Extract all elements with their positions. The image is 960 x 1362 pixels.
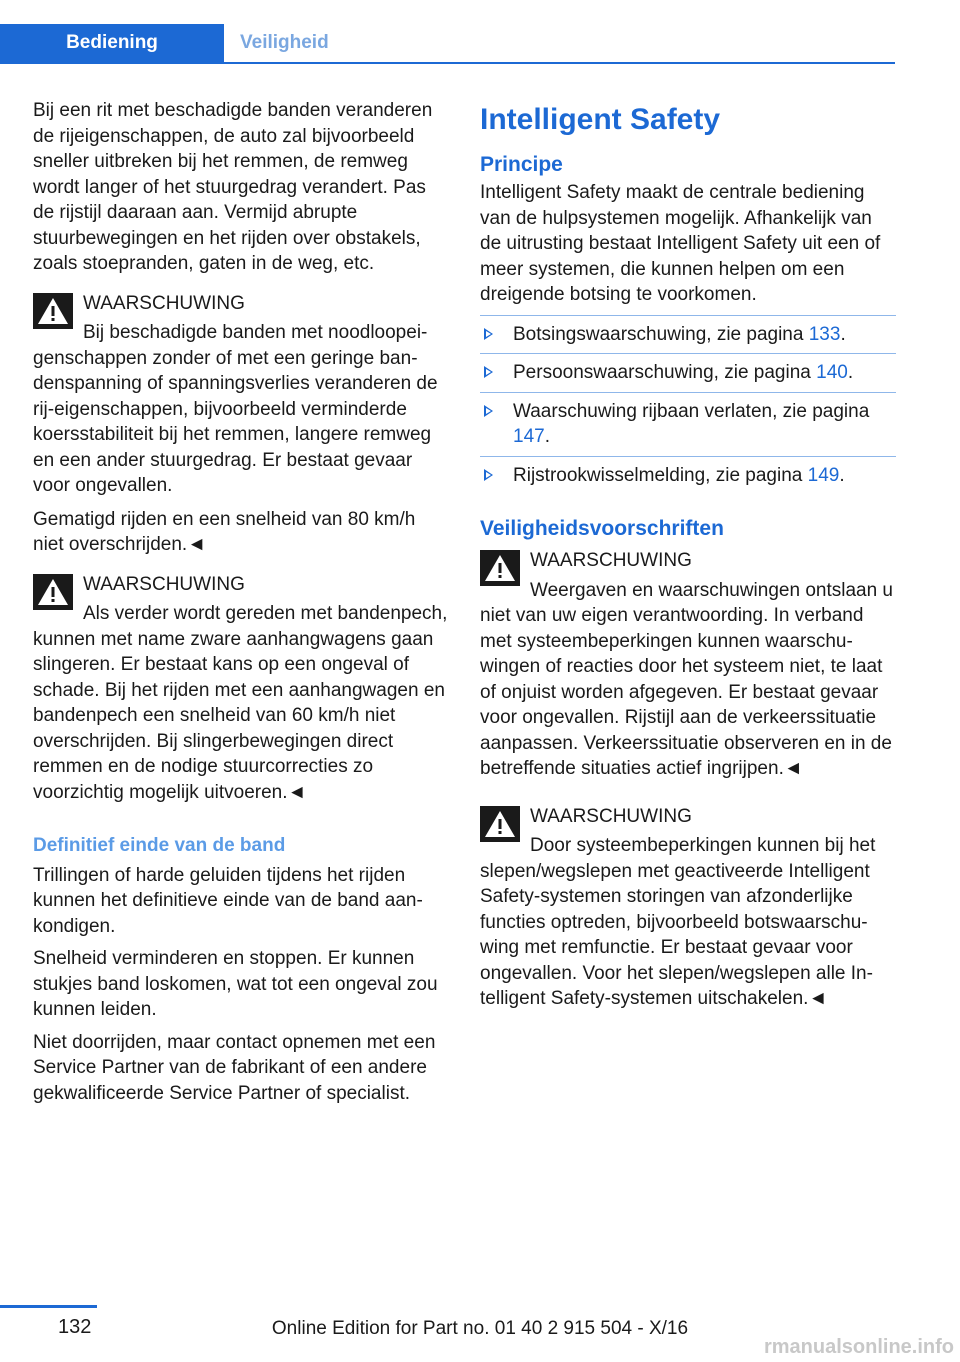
page-link[interactable]: 149 (807, 464, 840, 486)
warning-title: WAARSCHUWING (530, 805, 692, 827)
triangle-bullet-icon (484, 405, 493, 417)
triangle-bullet-icon (484, 469, 493, 481)
footer-rule (0, 1305, 97, 1308)
warning-body: Bij beschadigde banden met noodloopeigenschappen zonder of met een geringe bandenspanning of spanningsverlies veranderen de rij-eigenschappen, bijvoorbeeld verminderde koersstabiliteit bij het remmen, langere remweg en een ander stuurgedrag. Er bestaat gevaar voor ongevallen. (33, 322, 438, 496)
warning-block-1 (33, 291, 448, 499)
warning-triangle-icon (480, 806, 520, 842)
principe-heading: Principe (480, 153, 563, 176)
warning-followup: Gematigd rijden en een snelheid van 80 km/h niet overschrijden.◄ (33, 508, 416, 555)
warning-title: WAARSCHUWING (83, 292, 245, 314)
triangle-bullet-icon (484, 366, 493, 378)
paragraph: Trillingen of harde geluiden tijdens het rijden kunnen het definitieve einde van de band aankondigen. (33, 864, 423, 937)
warning-triangle-icon (33, 574, 73, 610)
left-column (33, 98, 448, 1113)
system-list (480, 315, 896, 495)
warning-triangle-icon (33, 293, 73, 329)
intro-paragraph: Bij een rit met beschadigde banden veranderen de rijeigenschappen, de auto zal bijvoorbeeld sneller uitbreken bij het remmen, de remweg wordt langer of het stuurgedrag verandert. Pas de rijstijl daaraan aan. Vermijd abrupte stuurbewegingen en het rijden over obstakels, zoals stoepranden, gaten in de weg, etc. (33, 100, 433, 274)
list-item: Waarschuwing rijbaan verlaten, zie pagina 147. (480, 392, 896, 456)
paragraph: Niet doorrijden, maar contact opnemen met een Service Partner van de fabrikant of een andere gekwalificeerde Service Partner of specialist. (33, 1031, 436, 1104)
subheading-band: Definitief einde van de band (33, 835, 286, 856)
triangle-bullet-icon (484, 328, 493, 340)
right-column (480, 98, 896, 1020)
edition-line: Online Edition for Part no. 01 40 2 915 504 - X/16 (271, 1318, 689, 1339)
section-title: Intelligent Safety (480, 103, 721, 136)
warning-body: Als verder wordt gereden met bandenpech, kunnen met name zware aanhangwagens gaan slingeren. Er bestaat kans op een ongeval of schade. Bij het rijden met een aanhangwagen en bandenpech een snelheid van 60 km/h niet overschrijden. Bij slingerbewegingen direct remmen en de nodige stuurcorrecties zo voorzichtig mogelijk uitvoeren.◄ (33, 603, 448, 803)
warning-body: Weergaven en waarschuwingen ontslaan u niet van uw eigen verantwoording. In verband met systeembeperkingen kunnen waarschuwingen of reacties door het systeem niet, te laat of onjuist worden afgegeven. Er bestaat gevaar voor ongevallen. Rijstijl aan de verkeerssituatie aanpassen. Verkeerssituatie observeren en in de betreffende situaties actief ingrijpen.◄ (480, 579, 893, 779)
warning-block-3 (480, 548, 896, 782)
page-link[interactable]: 133 (808, 323, 841, 345)
warning-block-4 (480, 804, 896, 1012)
paragraph: Snelheid verminderen en stoppen. Er kunnen stukjes band loskomen, wat tot een ongeval zou kunnen leiden. (33, 948, 438, 1020)
list-item: Botsingswaarschuwing, zie pagina 133. (480, 315, 896, 354)
safety-heading: Veiligheidsvoorschriften (480, 517, 724, 540)
watermark: rmanualsonline.info (763, 1336, 954, 1358)
page-number: 132 (58, 1316, 92, 1338)
principe-paragraph: Intelligent Safety maakt de centrale bediening van de hulpsystemen mogelijk. Afhankelijk van de uitrusting bestaat Intelligent Safety uit een of meer systemen, die kunnen helpen om een dreigende botsing te voorkomen. (480, 182, 881, 305)
warning-body: Door systeembeperkingen kunnen bij het slepen/wegslepen met geactiveerde Intelligent Safety-systemen storingen van afzonderlijke functies optreden, bijvoorbeeld botswaarschuwing met remfunctie. Er bestaat gevaar voor ongevallen. Voor het slepen/wegslepen alle Intelligent Safety-systemen uitschakelen.◄ (480, 835, 876, 1009)
page-link[interactable]: 147 (513, 426, 545, 447)
warning-title: WAARSCHUWING (530, 550, 692, 571)
list-item: Rijstrookwisselmelding, zie pagina 149. (480, 456, 896, 495)
tab-veiligheid[interactable]: Veiligheid (240, 32, 329, 53)
list-item: Persoonswaarschuwing, zie pagina 140. (480, 353, 896, 392)
page-link[interactable]: 140 (816, 362, 848, 383)
warning-triangle-icon (480, 550, 520, 586)
warning-block-2 (33, 572, 448, 806)
tab-bediening[interactable]: Bediening (0, 24, 224, 62)
section-tabs (0, 24, 895, 64)
warning-title: WAARSCHUWING (83, 573, 245, 595)
